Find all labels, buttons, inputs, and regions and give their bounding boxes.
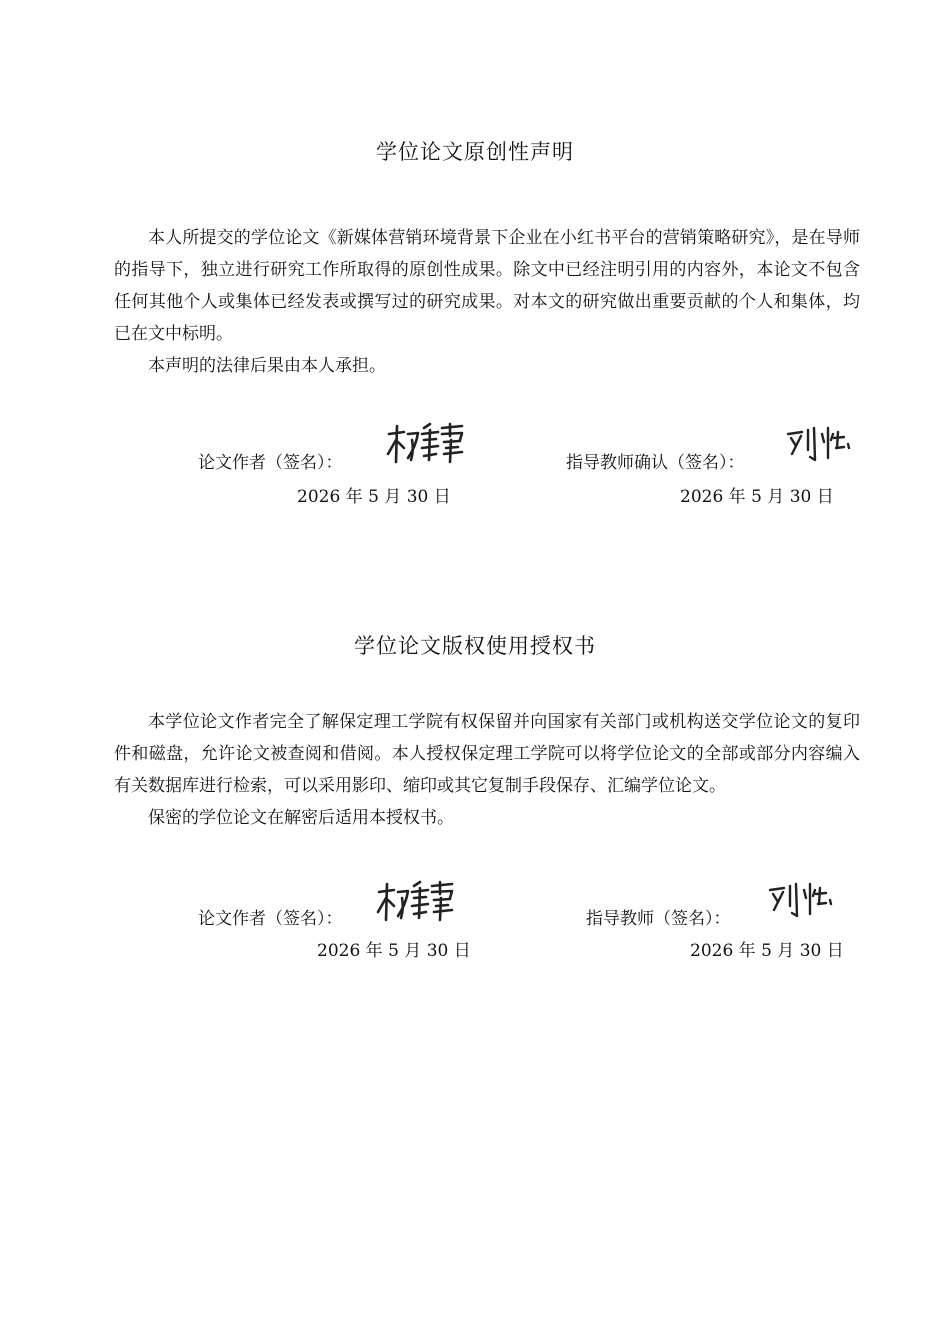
authorization-supervisor-label: 指导教师（签名）：	[586, 909, 731, 929]
authorization-title: 学位论文版权使用授权书	[354, 634, 596, 658]
declaration-paragraph-1: 本人所提交的学位论文《新媒体营销环境背景下企业在小红书平台的营销策略研究》，是在导师的指导下，独立进行研究工作所取得的原创性成果。除文中已经注明引用的内容外，本论文不包含任何其他个人或集体已经发表或撰写过的研究成果。对本文的研究做出重要贡献的个人和集体，均已在文中标明。	[114, 228, 860, 344]
declaration-author-date: 2026 年 5 月 30 日	[297, 487, 451, 507]
authorization-author-date: 2026 年 5 月 30 日	[317, 941, 471, 961]
declaration-author-label: 论文作者（签名）：	[198, 453, 343, 473]
declaration-supervisor-label: 指导教师确认（签名）：	[566, 453, 745, 473]
authorization-paragraph-2: 保密的学位论文在解密后适用本授权书。	[148, 808, 454, 828]
authorization-author-signature	[374, 878, 458, 924]
declaration-body	[114, 222, 860, 382]
authorization-paragraph-1: 本学位论文作者完全了解保定理工学院有权保留并向国家有关部门或机构送交学位论文的复印件和磁盘，允许论文被查阅和借阅。本人授权保定理工学院可以将学位论文的全部或部分内容编入有关数据库进行检索，可以采用影印、缩印或其它复制手段保存、汇编学位论文。	[114, 712, 860, 796]
authorization-supervisor-signature	[766, 880, 834, 920]
authorization-supervisor-date: 2026 年 5 月 30 日	[690, 941, 844, 961]
declaration-title: 学位论文原创性声明	[376, 140, 574, 164]
declaration-paragraph-2: 本声明的法律后果由本人承担。	[148, 356, 386, 376]
authorization-body	[114, 706, 860, 834]
declaration-author-signature	[384, 420, 468, 466]
declaration-supervisor-signature	[784, 424, 852, 464]
authorization-author-label: 论文作者（签名）：	[198, 909, 343, 929]
declaration-supervisor-date: 2026 年 5 月 30 日	[680, 487, 834, 507]
